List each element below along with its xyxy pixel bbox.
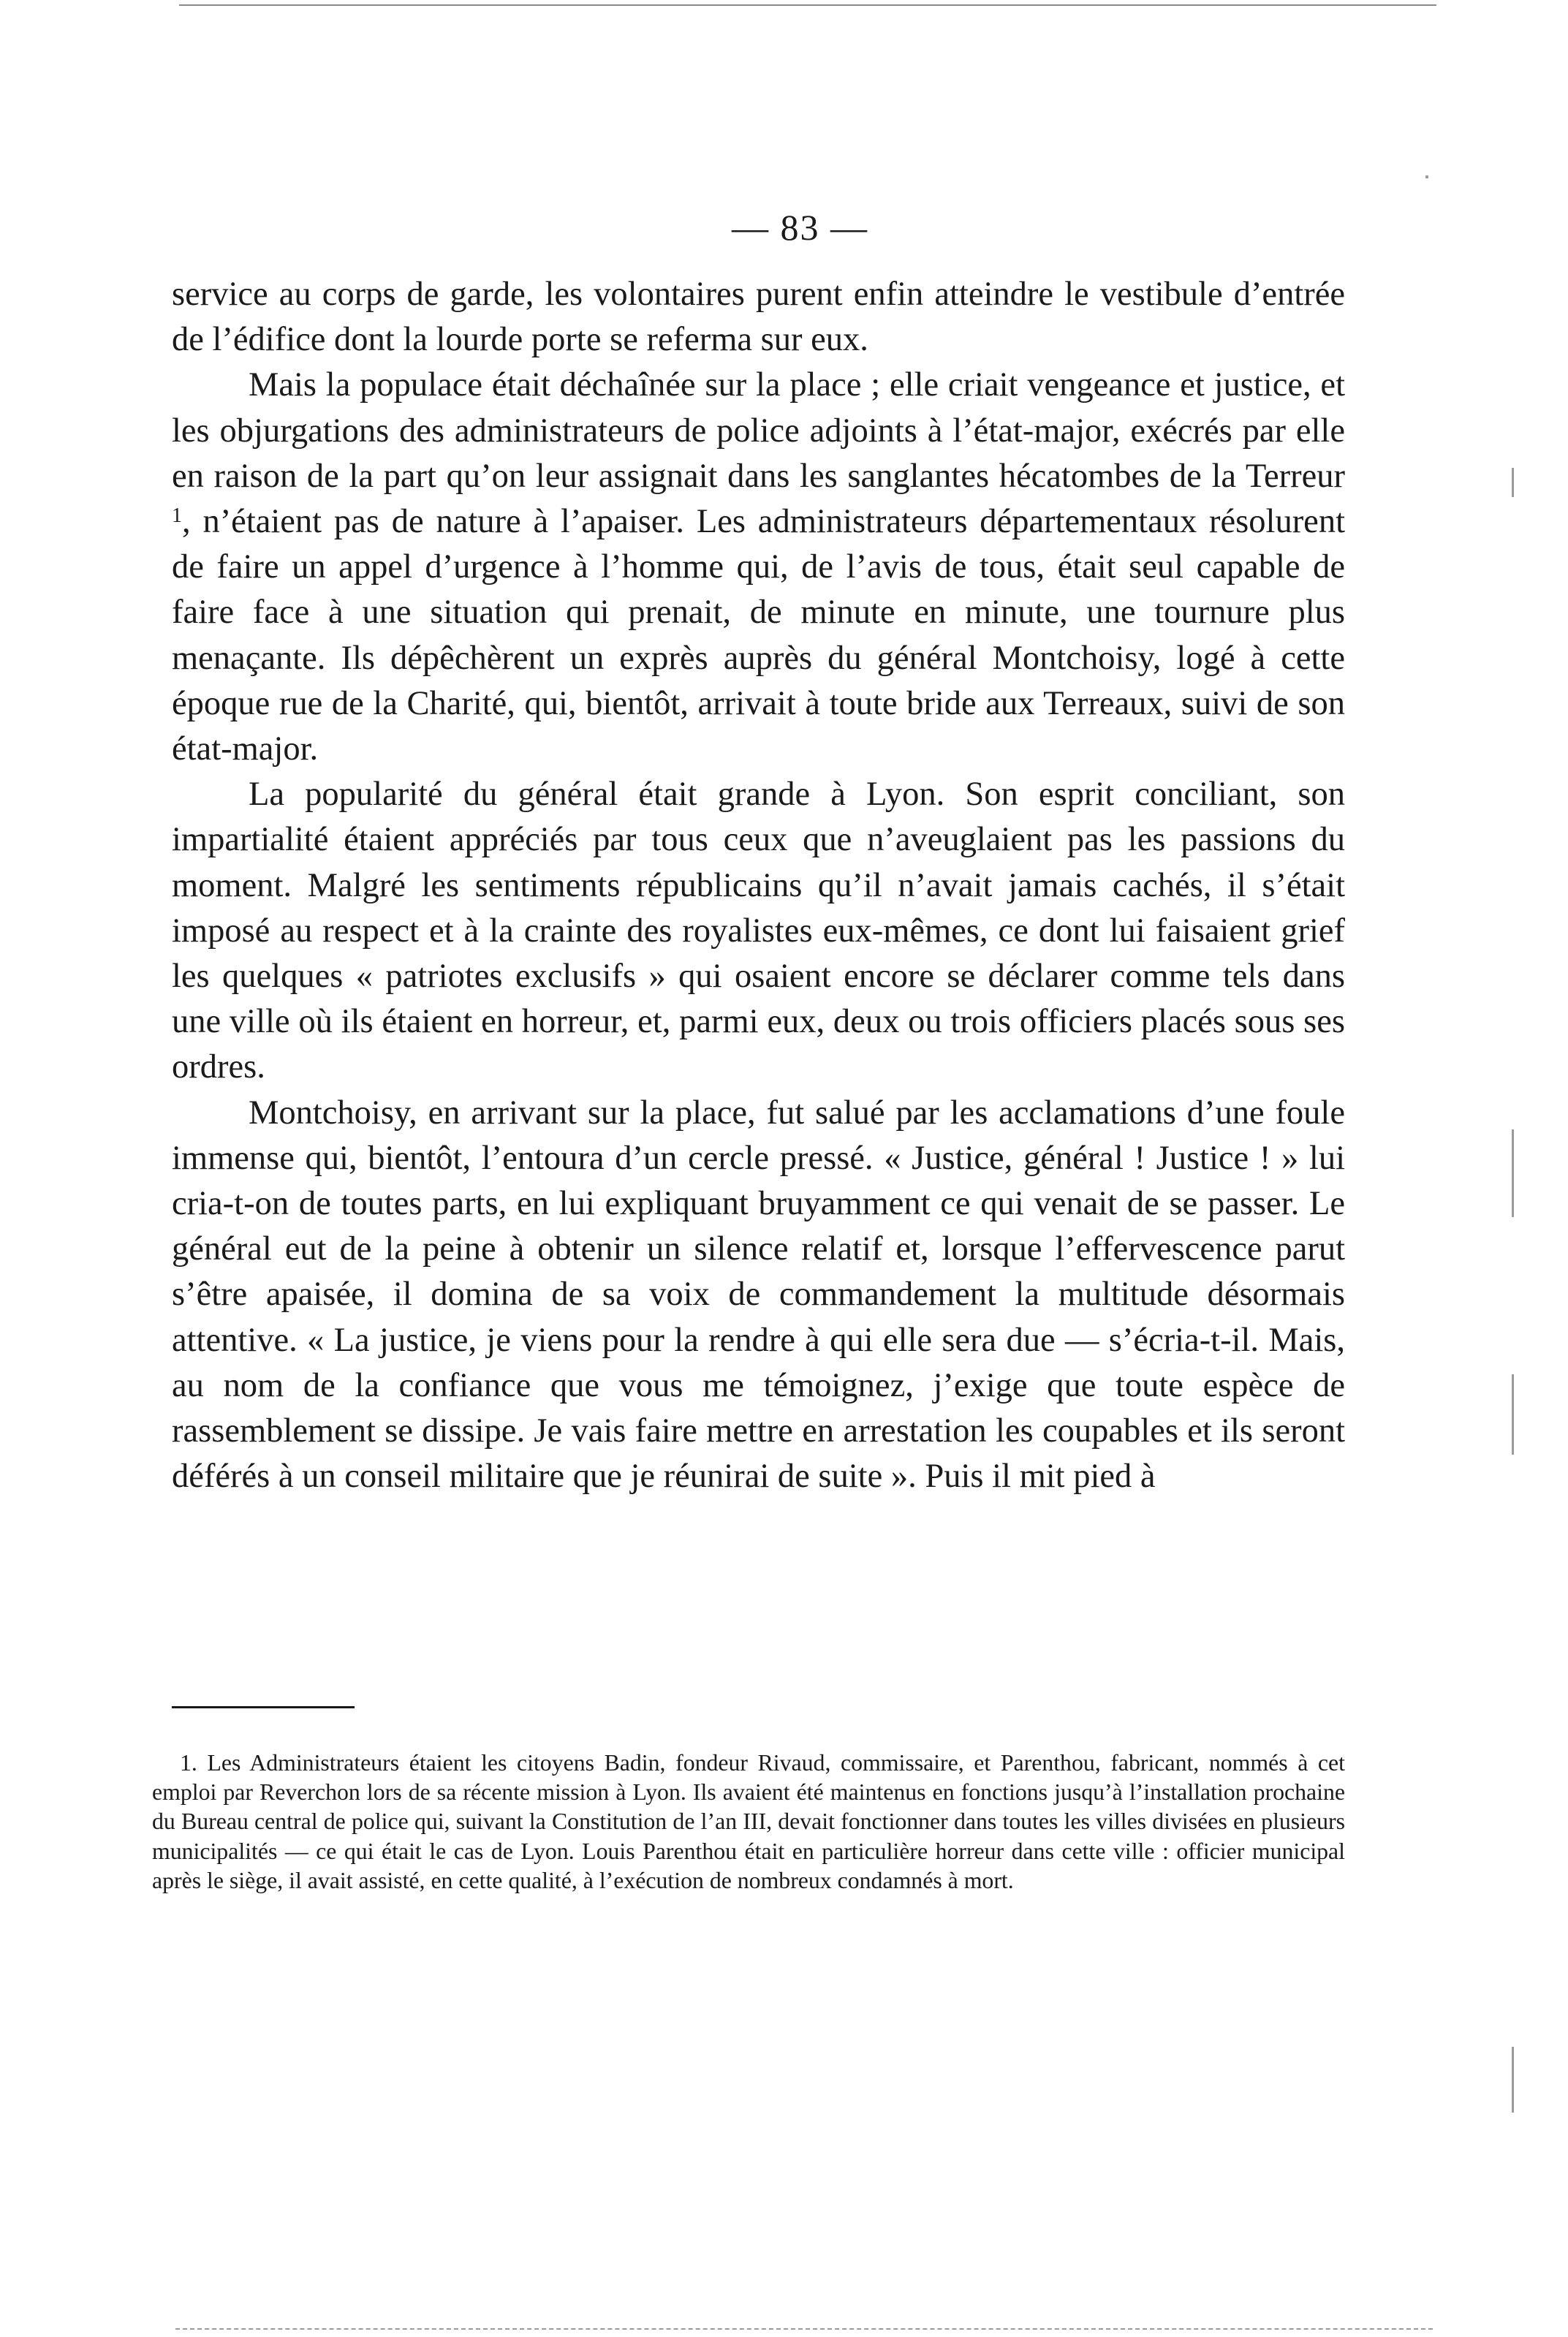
scan-margin-mark: [1512, 2047, 1514, 2113]
scan-dust-mark: [1425, 175, 1428, 178]
footnote-separator: [172, 1706, 355, 1708]
footnote-text: Les Administrateurs étaient les citoyens Badin, fondeur Rivaud, commissaire, et Parenthou, fabricant, nommés à cet emploi par Reverchon lors de sa récente mission à Lyon. Ils avaient été maintenus en fonctions jusqu’à l’installation prochaine du Bureau central de police qui, suivant la Constitution de l’an III, devait fonctionner dans toutes les villes divisées en plusieurs municipalités — ce qui était le cas de Lyon. Louis Parenthou était en particulière horreur dans cette ville : officier municipal après le siège, il avait assisté, en cette qualité, à l’exécution de nombreux condamnés à mort.: [152, 1750, 1345, 1893]
footnote: [152, 1749, 1345, 1895]
bottom-edge-rule: [175, 2328, 1433, 2330]
paragraph-4: Montchoisy, en arrivant sur la place, fut salué par les acclamations d’une foule immense qui, bientôt, l’entoura d’un cercle pressé. « Justice, général ! Justice ! » lui cria-t-on de toutes parts, en lui expliquant bruyamment ce qui venait de se passer. Le général eut de la peine à obtenir un silence relatif et, lorsque l’effervescence parut s’être apaisée, il domina de sa voix de commandement la multitude désormais attentive. « La justice, je viens pour la rendre à qui elle sera due — s’écria-t-il. Mais, au nom de la confiance que vous me témoignez, j’exige que toute espèce de rassemblement se dissipe. Je vais faire mettre en arrestation les coupables et ils seront déférés à un conseil militaire que je réunirai de suite ». Puis il mit pied à: [172, 1094, 1345, 1496]
footnote-number: 1.: [180, 1750, 197, 1776]
scan-margin-mark: [1512, 1374, 1514, 1455]
paragraph-1: service au corps de garde, les volontaires purent enfin atteindre le vestibule d’entrée de l’édifice dont la lourde porte se referma sur eux.: [172, 276, 1345, 359]
paragraph-3: La popularité du général était grande à Lyon. Son esprit conciliant, son impartialité étaient appréciés par tous ceux que n’aveuglaient pas les passions du moment. Malgré les sentiments républicains qu’il n’avait jamais cachés, il s’était imposé au respect et à la crainte des royalistes eux-mêmes, ce dont lui faisaient grief les quelques « patriotes exclusifs » qui osaient encore se déclarer comme tels dans une ville où ils étaient en horreur, et, parmi eux, deux ou trois officiers placés sous ses ordres.: [172, 776, 1345, 1086]
paragraph-2-text-a: Mais la populace était déchaînée sur la place ; elle criait vengeance et justice, et les objurgations des administrateurs de police adjoints à l’état-major, exécrés par elle en raison de la part qu’on leur assignait dans les sanglantes hécatombes de la Terreur: [172, 366, 1345, 495]
paragraph-2: [172, 363, 1345, 772]
main-text: [172, 272, 1345, 1499]
page-number: — 83 —: [732, 207, 868, 248]
footnote-reference[interactable]: 1: [172, 504, 182, 528]
top-edge-rule: [179, 4, 1436, 6]
scan-margin-mark: [1512, 468, 1514, 497]
paragraph-2-text-b: , n’étaient pas de nature à l’apaiser. Les administrateurs départementaux résolurent de faire un appel d’urgence à l’homme qui, de l’avis de tous, était seul capable de faire face à une situation qui prenait, de minute en minute, une tournure plus menaçante. Ils dépêchèrent un exprès auprès du général Montchoisy, logé à cette époque rue de la Charité, qui, bientôt, arrivait à toute bride aux Terreaux, suivi de son état-major.: [172, 503, 1345, 768]
scan-margin-mark: [1512, 1129, 1514, 1217]
